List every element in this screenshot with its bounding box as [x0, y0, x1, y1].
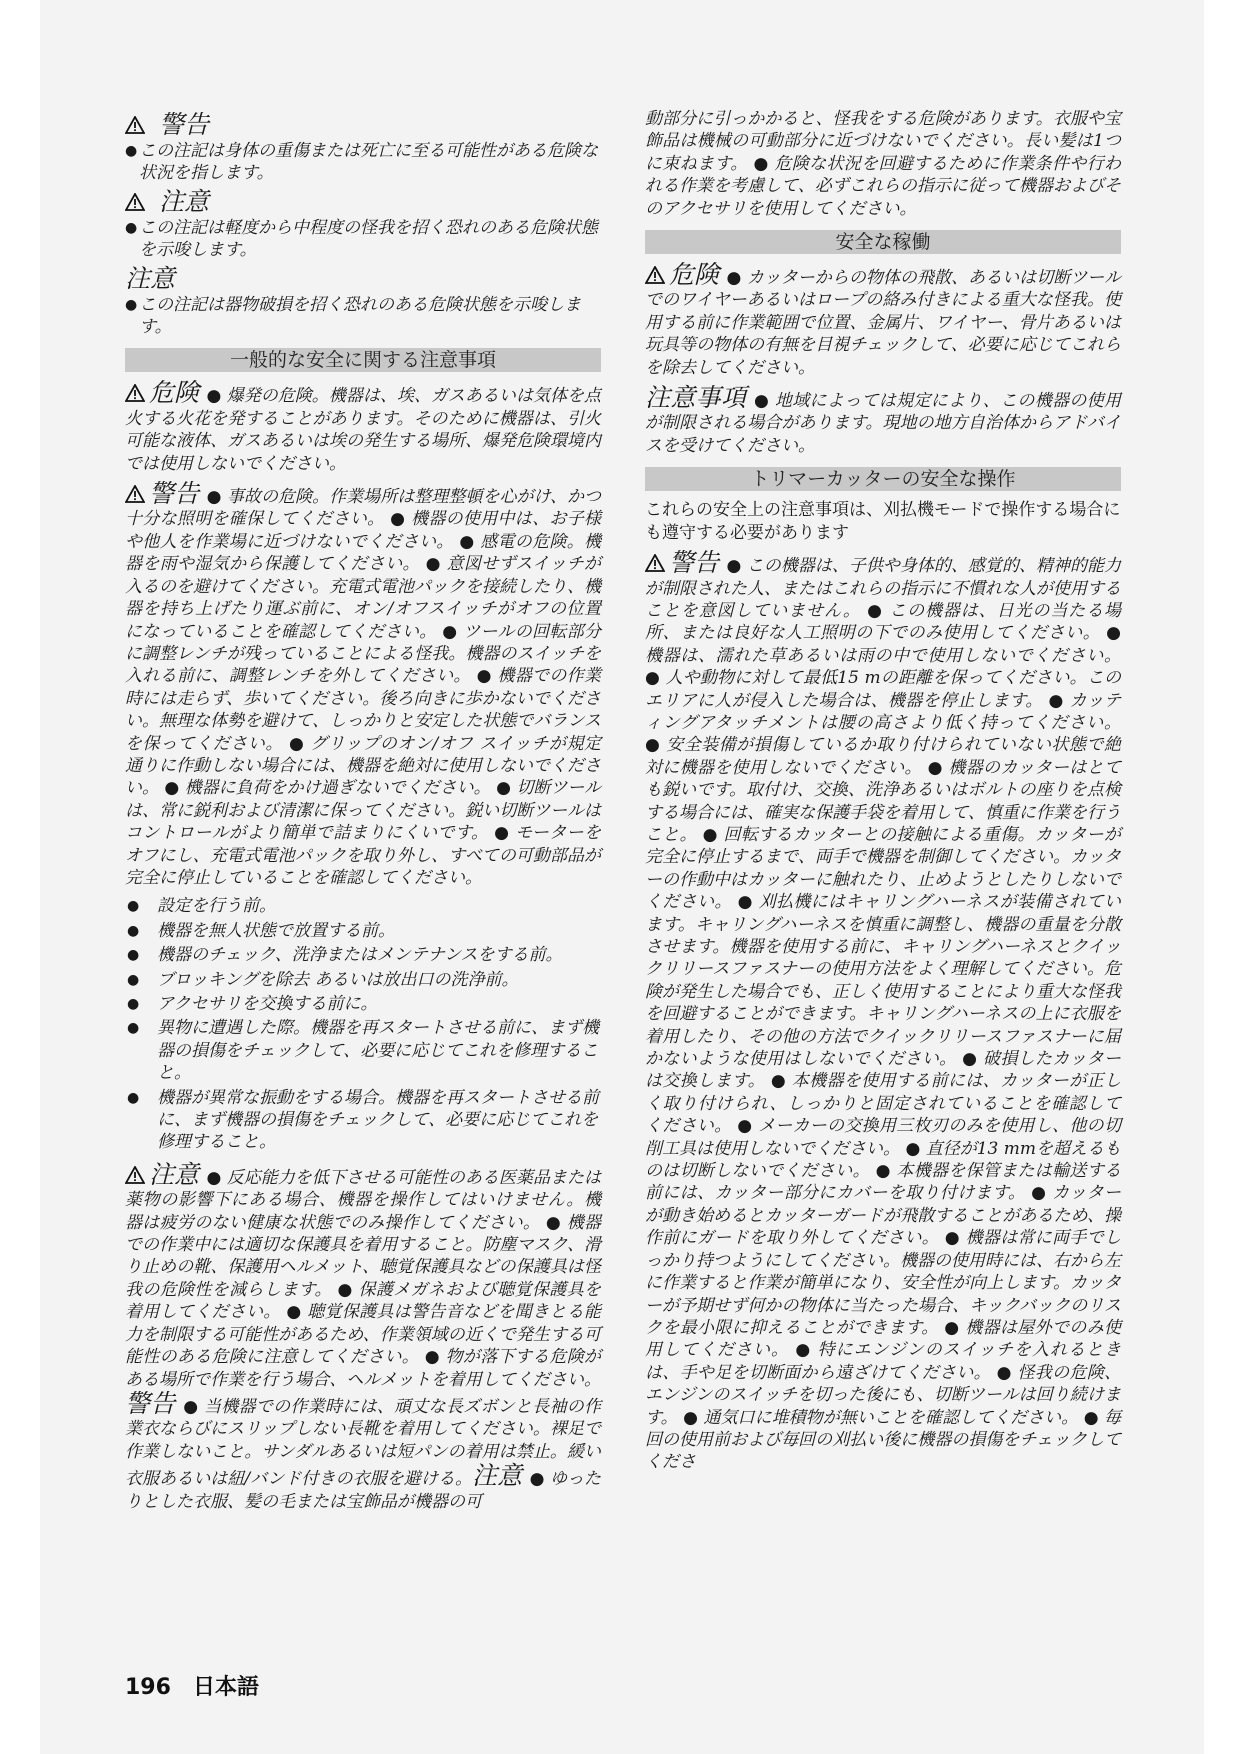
warning-triangle-icon	[125, 116, 145, 134]
inline-signal-word: 警告	[125, 1388, 176, 1418]
language-label: 日本語	[192, 1675, 259, 1700]
section-heading: トリマーカッターの安全な操作	[645, 467, 1121, 491]
list-item: ● 機器のチェック、洗浄またはメンテナンスをする前。	[127, 945, 563, 966]
page-number: 196	[125, 1675, 171, 1700]
signal-word: 注意	[125, 263, 176, 293]
signal-caution	[125, 187, 601, 217]
list-item: ● 異物に遭遇した際。機器を再スタートさせる前に、まず機器の損傷をチェックして、必要に応じてこれを修理すること。	[127, 1018, 599, 1084]
danger-paragraph: 危険 ● カッターからの物体の飛散、あるいは切断ツールでのワイヤーあるいはロープの絡み付きによる重大な怪我。使用する前に作業範囲で位置、金属片、ワイヤー、骨片あるいは玩具等の物体の有無を目視チェックして、必要に応じてこれらを除去してください。	[645, 260, 1121, 378]
continued-paragraph: 動部分に引っかかると、怪我をする危険があります。衣服や宝飾品は機械の可動部分に近づけないでください。長い髪は1つに束ねます。 ● 危険な状況を回避するために作業条件や行われる作業を考慮して、必ずこれらの指示に従って機器およびそのアクセサリを使用してください。	[645, 109, 1121, 219]
warning-paragraph: 警告 ● 事故の危険。作業場所は整理整頓を心がけ、かつ十分な照明を確保してください。 ● 機器の使用中は、お子様や他人を作業場に近づけないでください。 ● 感電の危険。機器を雨や湿気から保護してください。 ● 意図せずスイッチが入るのを避けてください。充電式電池パックを接続したり、機器を持ち上げたり運ぶ前に、オン/オフスイッチがオフの位置になっていることを確認してください。 ● ツールの回転部分に調整レンチが残っていることによる怪我。機器のスイッチを入れる前に、調整レンチを外してください。 ● 機器での作業時には走らず、歩いてください。後ろ向きに歩かないでください。無理な体勢を避けて、しっかりと安定した状態でバランスを保ってください。 ● グリップのオン/オフ スイッチが規定通りに作動しない場合には、機器を絶対に使用しないでください。 ● 機器に負荷をかけ過ぎないでください。 ● 切断ツールは、常に鋭利および清潔に保ってください。鋭い切断ツールはコントロールがより簡単で詰まりにくいです。 ● モーターをオフにし、充電式電池パックを取り外し、すべての可動部品が完全に停止していることを確認してください。	[125, 479, 601, 888]
warning-paragraph: 警告 ● この機器は、子供や身体的、感覚的、精神的能力が制限された人、またはこれらの指示に不慣れな人が使用することを意図していません。 ● この機器は、日光の当たる場所、または良好な人工照明の下でのみ使用してください。 ● 機器は、濡れた草あるいは雨の中で使用しないでください。 ● 人や動物に対して最低15 mの距離を保ってください。このエリアに人が侵入した場合は、機器を停止します。 ● カッティングアタッチメントは腰の高さより低く持ってください。 ● 安全装備が損傷しているか取り付けられていない状態で絶対に機器を使用しないでください。 ● 機器のカッターはとても鋭いです。取付け、交換、洗浄あるいはボルトの座りを点検する場合には、確実な保護手袋を着用して、慎重に作業を行うこと。 ● 回転するカッターとの接触による重傷。カッターが完全に停止するまで、両手で機器を制御してください。カッターの作動中はカッターに触れたり、止めようとしたりしないでください。 ● 刈払機にはキャリングハーネスが装備されています。キャリングハーネスを慎重に調整し、機器の重量を分散させます。機器を使用する前に、キャリングハーネスとクイックリリースファスナーの使用方法をよく理解してください。危険が発生した場合でも、正しく使用することにより重大な怪我を回避することができます。キャリングハーネスの上に衣服を着用したり、その他の方法でクイックリリースファスナーに届かないような使用はしないでください。 ● 破損したカッターは交換します。 ● 本機器を使用する前には、カッターが正しく取り付けられ、しっかりと固定されていることを確認してください。 ● メーカーの交換用三枚刃のみを使用し、他の切削工具は使用しないでください。 ● 直径が13 mmを超えるものは切断しないでください。 ● 本機器を保管または輸送する前には、カッター部分にカバーを取り付けます。 ● カッターが動き始めるとカッターガードが飛散することがあるため、操作前にガードを取り外してください。 ● 機器は常に両手でしっかり持つようにしてください。機器の使用時には、右から左に作業すると作業が簡単になり、安全性が向上します。カッターが予期せず何かの物体に当たった場合、キックバックのリスクを最小限に抑えることができます。 ● 機器は屋外でのみ使用してください。 ● 特にエンジンのスイッチを入れるときは、手や足を切断面から遠ざけてください。 ● 怪我の危険、エンジンのスイッチを切った後にも、切断ツールは回り続けます。 ● 通気口に堆積物が無いことを確認してください。 ● 毎回の使用前および毎回の刈払い後に機器の損傷をチェックしてくださ	[645, 548, 1121, 1473]
section-heading: 一般的な安全に関する注意事項	[125, 348, 601, 372]
signal-notice	[125, 264, 601, 294]
notice-paragraph: 注意事項 ● 地域によっては規定により、この機器の使用が制限される場合があります。現地の地方自治体からアドバイスを受けてください。	[645, 383, 1121, 456]
signal-warning	[125, 110, 601, 140]
warning-triangle-icon	[645, 266, 665, 284]
page-footer	[125, 1670, 281, 1701]
left-column	[125, 108, 601, 1519]
inline-signal-word: 注意	[472, 1461, 523, 1491]
list-item: ● アクセサリを交換する前に。	[127, 994, 378, 1014]
signal-word: 注意	[159, 186, 210, 216]
bullet-list	[125, 895, 601, 1153]
warning-triangle-icon	[125, 384, 145, 402]
danger-paragraph: 危険 ● 爆発の危険。機器は、埃、ガスあるいは気体を点火する火花を発することがあります。そのために機器は、引火可能な液体、ガスあるいは埃の発生する場所、爆発危険環境内では使用しないでください。	[125, 378, 601, 474]
signal-description: ● この注記は身体の重傷または死亡に至る可能性がある危険な状況を指します。	[125, 141, 598, 184]
warning-triangle-icon	[125, 193, 145, 211]
warning-triangle-icon	[125, 485, 145, 503]
right-column	[645, 108, 1121, 1480]
warning-triangle-icon	[645, 554, 665, 572]
list-item: ● 機器を無人状態で放置する前。	[127, 920, 395, 941]
section-heading: 安全な稼働	[645, 230, 1121, 254]
signal-description: ● この注記は軽度から中程度の怪我を招く恐れのある危険状態を示唆します。	[125, 217, 598, 261]
list-item: ● 設定を行う前。	[127, 896, 276, 917]
signal-description: ● この注記は器物破損を招く恐れのある危険状態を示唆します。	[125, 294, 581, 338]
list-item: ● 機器が異常な振動をする場合。機器を再スタートさせる前に、まず機器の損傷をチェックして、必要に応じてこれを修理すること。	[127, 1087, 599, 1153]
list-item: ● ブロッキングを除去 あるいは放出口の洗浄前。	[127, 969, 519, 990]
caution-paragraph: 注意 ● 反応能力を低下させる可能性のある医薬品または薬物の影響下にある場合、機器を操作してはいけません。機器は疲労のない健康な状態でのみ操作してください。 ● 機器での作業中には適切な保護具を着用すること。防塵マスク、滑り止めの靴、保護用ヘルメット、聴覚保護具などの保護具は怪我の危険性を減らします。 ● 保護メガネおよび聴覚保護具を着用してください。 ● 聴覚保護具は警告音などを聞きとる能力を制限する可能性があるため、作業領域の近くで発生する可能性のある危険に注意してください。 ● 物が落下する危険がある場所で作業を行う場合、ヘルメットを着用してください。警告 ● 当機器での作業時には、頑丈な長ズボンと長袖の作業衣ならびにスリップしない長靴を着用してください。裸足で作業しないこと。サンダルあるいは短パンの着用は禁止。緩い衣服あるいは紐/バンド付きの衣服を避ける。注意 ● ゆったりとした衣服、髪の毛または宝飾品が機器の可	[125, 1159, 601, 1512]
intro-paragraph: これらの安全上の注意事項は、刈払機モードで操作する場合にも遵守する必要があります	[645, 500, 1121, 543]
signal-word: 警告	[159, 110, 210, 139]
warning-triangle-icon	[125, 1166, 145, 1184]
